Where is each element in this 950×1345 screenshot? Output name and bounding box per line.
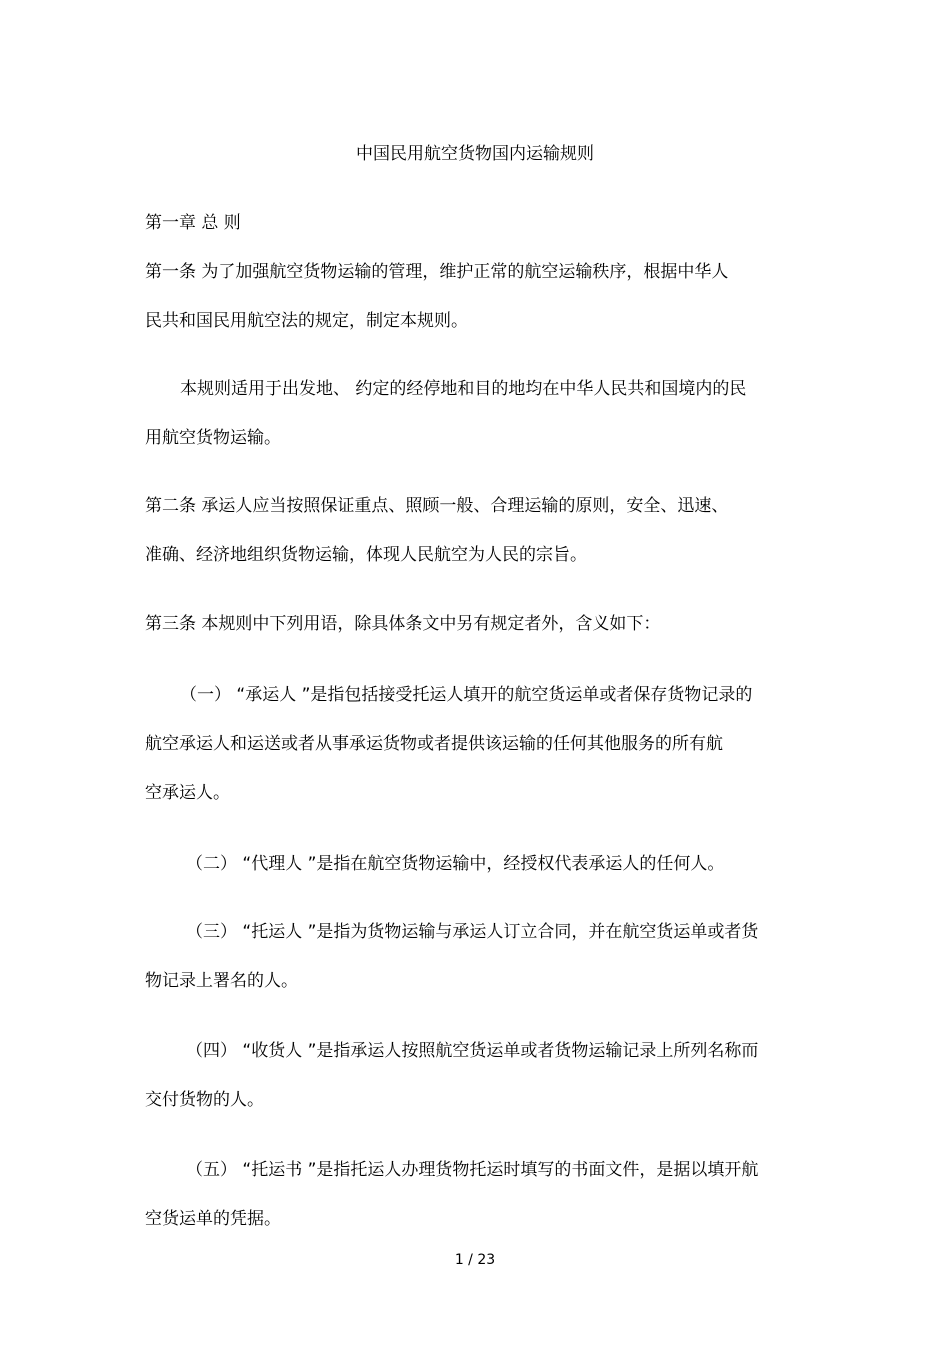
- scope-line-2: 用航空货物运输。: [145, 428, 281, 448]
- scope-line-1: 本规则适用于出发地、 约定的经停地和目的地均在中华人民共和国境内的民: [180, 379, 747, 399]
- definition-1-line-2: 航空承运人和运送或者从事承运货物或者提供该运输的任何其他服务的所有航: [145, 734, 723, 754]
- article-2-line-2: 准确、经济地组织货物运输，体现人民航空为人民的宗旨。: [145, 545, 587, 565]
- definition-1-line-1: （一） “承运人 ”是指包括接受托运人填开的航空货运单或者保存货物记录的: [180, 685, 753, 705]
- definition-1-line-3: 空承运人。: [145, 783, 230, 803]
- definition-3-line-1: （三） “托运人 ”是指为货物运输与承运人订立合同，并在航空货运单或者货: [186, 922, 759, 942]
- article-3-line-1: 第三条 本规则中下列用语，除具体条文中另有规定者外，含义如下：: [145, 614, 661, 634]
- definition-4-line-2: 交付货物的人。: [145, 1090, 264, 1110]
- definition-5-line-1: （五） “托运书 ”是指托运人办理货物托运时填写的书面文件，是据以填开航: [186, 1160, 759, 1180]
- definition-4-line-1: （四） “收货人 ”是指承运人按照航空货运单或者货物运输记录上所列名称而: [186, 1041, 759, 1061]
- page-number: 1 / 23: [454, 1252, 496, 1268]
- article-2-line-1: 第二条 承运人应当按照保证重点、照顾一般、合理运输的原则，安全、迅速、: [145, 496, 729, 516]
- definition-5-line-2: 空货运单的凭据。: [145, 1209, 281, 1229]
- definition-2-line-1: （二） “代理人 ”是指在航空货物运输中，经授权代表承运人的任何人。: [186, 854, 725, 874]
- article-1-line-1: 第一条 为了加强航空货物运输的管理，维护正常的航空运输秩序，根据中华人: [145, 262, 729, 282]
- chapter-heading: 第一章 总 则: [145, 213, 241, 233]
- definition-3-line-2: 物记录上署名的人。: [145, 971, 298, 991]
- document-title: 中国民用航空货物国内运输规则: [356, 144, 594, 164]
- article-1-line-2: 民共和国民用航空法的规定，制定本规则。: [145, 311, 468, 331]
